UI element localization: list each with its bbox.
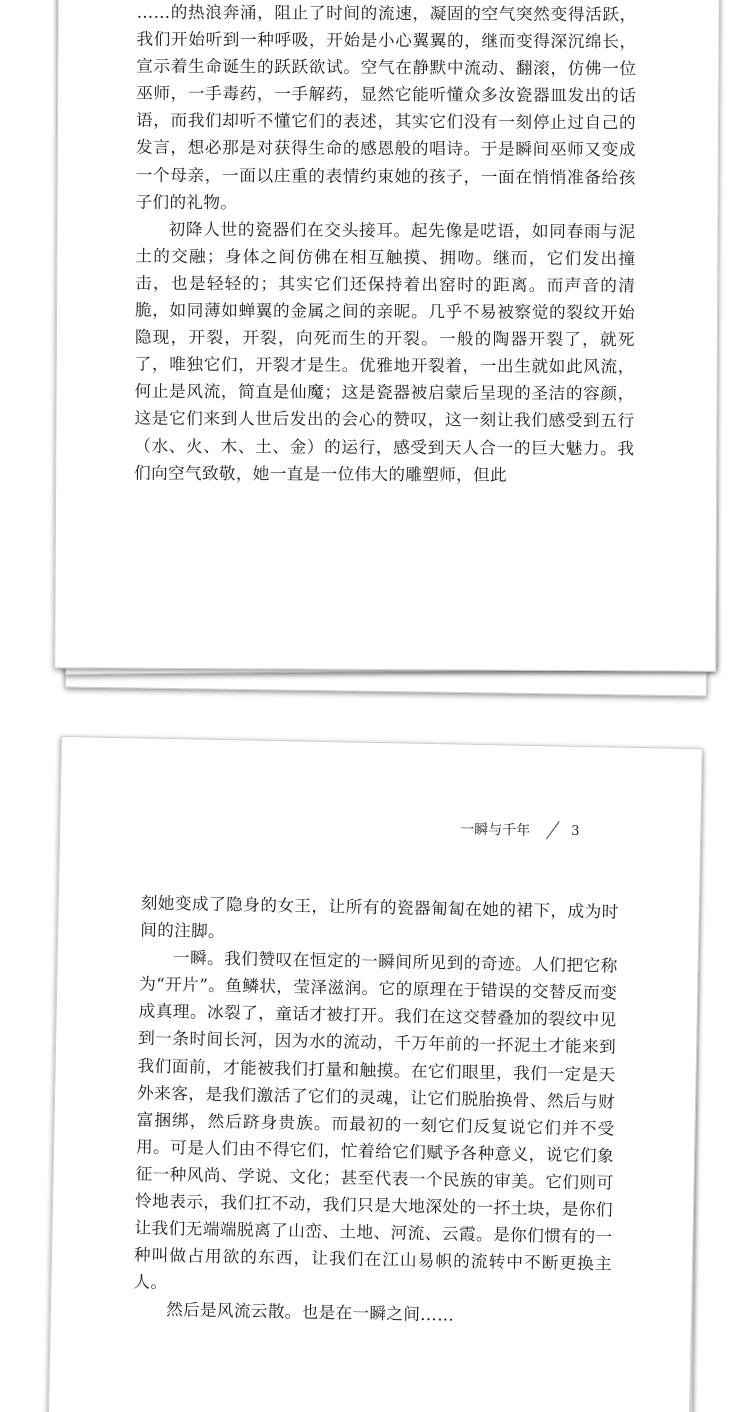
running-head: [460, 817, 580, 843]
paragraph: 然后是风流云散。也是在一瞬之间……: [165, 1300, 455, 1325]
bottom-page-body: [133, 889, 619, 1332]
paragraph: 初降人世的瓷器们在交头接耳。起先像是呓语，如同春雨与泥土的交融；身体之间仿佛在相互触摸、拥吻。继而，它们发出撞击，也是轻轻的；其实它们还保持着出窑时的距离。而声音的清脆，如同薄如蝉翼的金属之间的亲昵。几乎不易被察觉的裂纹开始隐现，开裂，开裂，向死而生的开裂。一般的陶器开裂了，就死了，唯独它们，开裂才是生。优雅地开裂着，一出生就如此风流，何止是风流，简直是仙魔；这是瓷器被启蒙后呈现的圣洁的容颜，这是它们来到人世后发出的会心的赞叹，这一刻让我们感受到五行（水、火、木、土、金）的运行，感受到天人合一的巨大魅力。我们向空气致敬，她一直是一位伟大的雕塑师，但此: [134, 219, 636, 485]
page-number: 3: [571, 823, 580, 839]
running-head-title: 一瞬与千年: [460, 821, 531, 839]
bottom-page: [47, 736, 703, 1412]
slash-divider: [546, 821, 560, 839]
paragraph: 一瞬。我们赞叹在恒定的一瞬间所见到的奇迹。人们把它称为“开片”。鱼鳞状，莹泽滋润。它的原理在于错误的交替反而变成真理。冰裂了，童话才被打开。我们在这交替叠加的裂纹中见到一条时间长河，因为水的流动，千万年前的一抔泥土才能来到我们面前，才能被我们打量和触摸。在它们眼里，我们一定是天外来客，是我们激活了它们的灵魂，让它们脱胎换骨、然后与财富捆绑，然后跻身贵族。而最初的一刻它们反复说它们并不受用。可是人们由不得它们，忙着给它们赋予各种意义，说它们象征一种风尚、学说、文化；甚至代表一个民族的审美。它们则可怜地表示，我们扛不动，我们只是大地深处的一抔土块，是你们让我们无端端脱离了山峦、土地、河流、云霞。是你们惯有的一种叫做占用欲的东西，让我们在江山易帜的流转中不断更换主人。: [133, 948, 618, 1293]
paragraph: ……的热浪奔涌，阻止了时间的流速，凝固的空气突然变得活跃，我们开始听到一种呼吸，开始是小心翼翼的，继而变得深沉绵长，宣示着生命诞生的跃跃欲试。空气在静默中流动、翻滚，仿佛一位巫师，一手毒药，一手解药，显然它能听懂众多汝瓷器皿发出的话语，而我们却听不懂它们的表述，其实它们没有一刻停止过自己的发言，想必那是对获得生命的感恩般的唱诗。于是瞬间巫师又变成一个母亲，一面以庄重的表情约束她的孩子，一面在悄悄准备给孩子们的礼物。: [135, 2, 637, 212]
top-page: [54, 0, 720, 672]
top-page-body: [134, 0, 637, 489]
paragraph: 刻她变成了隐身的女王，让所有的瓷器匍匐在她的裙下，成为时间的注脚。: [140, 893, 619, 942]
